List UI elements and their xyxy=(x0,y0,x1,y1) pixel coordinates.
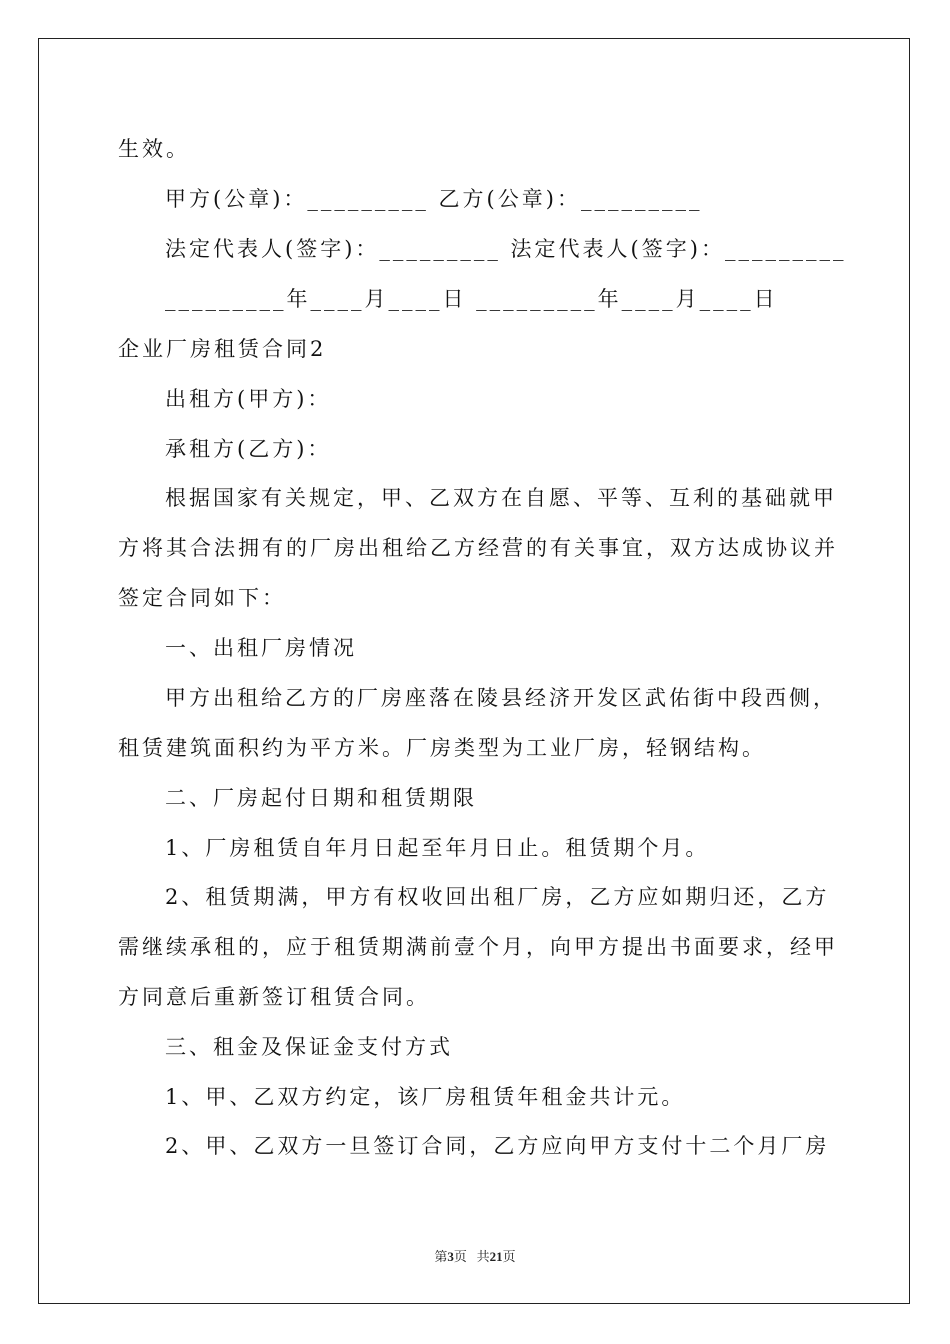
signature-line: 法定代表人(签字)：_________ 法定代表人(签字)：_________ xyxy=(165,237,847,261)
text-line: 2、租赁期满，甲方有权收回出租厂房，乙方应如期归还，乙方 xyxy=(165,885,830,909)
text-line: 甲方出租给乙方的厂房座落在陵县经济开发区武佑街中段西侧， xyxy=(165,686,837,710)
footer-page-suffix: 页 xyxy=(453,1249,467,1264)
text-line: 出租方(甲方)： xyxy=(165,387,332,411)
section-heading: 一、出租厂房情况 xyxy=(165,636,357,660)
text-line: 生效。 xyxy=(118,137,190,161)
text-line: 根据国家有关规定，甲、乙双方在自愿、平等、互利的基础就甲 xyxy=(165,486,837,510)
text-line: 签定合同如下： xyxy=(118,586,286,610)
section-heading: 三、租金及保证金支付方式 xyxy=(165,1035,453,1059)
text-line: 需继续承租的，应于租赁期满前壹个月，向甲方提出书面要求，经甲 xyxy=(118,935,838,959)
page-border xyxy=(38,38,910,1304)
section-heading: 二、厂房起付日期和租赁期限 xyxy=(165,786,477,810)
text-line: 承租方(乙方)： xyxy=(165,437,332,461)
total-page-count: 21 xyxy=(489,1249,503,1264)
date-line: _________年____月____日 _________年____月____日 xyxy=(165,287,778,311)
text-line: 方将其合法拥有的厂房出租给乙方经营的有关事宜，双方达成协议并 xyxy=(118,536,838,560)
footer-total-suffix: 页 xyxy=(502,1249,516,1264)
page-footer xyxy=(0,1246,950,1265)
current-page-number: 3 xyxy=(447,1249,454,1264)
text-line: 1、甲、乙双方约定，该厂房租赁年租金共计元。 xyxy=(165,1085,686,1109)
footer-total-prefix: 共 xyxy=(476,1249,490,1264)
signature-line: 甲方(公章)：_________ 乙方(公章)：_________ xyxy=(165,187,703,211)
text-line: 1、厂房租赁自年月日起至年月日止。租赁期个月。 xyxy=(165,836,710,860)
footer-page-prefix: 第 xyxy=(434,1249,448,1264)
text-line: 2、甲、乙双方一旦签订合同，乙方应向甲方支付十二个月厂房 xyxy=(165,1134,830,1158)
text-line: 租赁建筑面积约为平方米。厂房类型为工业厂房，轻钢结构。 xyxy=(118,736,766,760)
text-line: 方同意后重新签订租赁合同。 xyxy=(118,985,430,1009)
document-title: 企业厂房租赁合同2 xyxy=(118,337,327,361)
